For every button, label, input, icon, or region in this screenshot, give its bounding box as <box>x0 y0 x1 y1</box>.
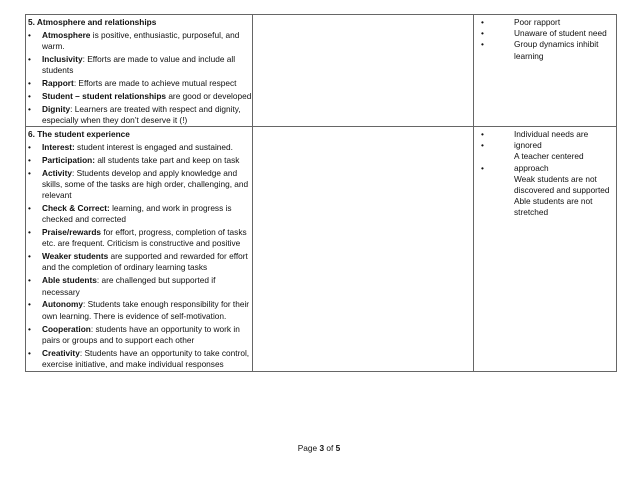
bullet-icon: • <box>28 203 31 214</box>
criteria-text: : Efforts are made to achieve mutual respect <box>73 78 237 89</box>
evidence-cell <box>252 15 474 126</box>
criteria-text: all students take part and keep on task <box>95 154 240 165</box>
criteria-text: : Learners are treated with respect and dignity, especially when they don’t deserve it (!) <box>42 103 241 126</box>
bullet-icon: • <box>28 78 31 89</box>
criteria-term: Weaker students <box>42 251 109 262</box>
criteria-table <box>25 14 617 372</box>
criteria-term: Rapport <box>42 78 74 89</box>
criteria-text: for effort, progress, completion of tasks etc. are frequent. Criticism is constructive and positive <box>42 227 247 249</box>
negatives-text <box>514 129 612 219</box>
criteria-text: : Students develop and apply knowledge and skills, some of the tasks are high order, challenging, and relevant <box>42 167 249 201</box>
criteria-item <box>26 324 252 346</box>
bullet-icon: • <box>28 323 31 334</box>
criteria-term: Check & Correct: <box>42 203 110 214</box>
bullet-icon: • <box>481 28 484 39</box>
criteria-term: Cooperation <box>42 323 91 334</box>
bullet-icon: • <box>28 167 31 178</box>
criteria-cell <box>26 15 252 126</box>
page-prefix: Page <box>297 443 320 453</box>
bullet-icon: • <box>28 30 31 40</box>
criteria-text: are supported and rewarded for effort and the completion of ordinary learning tasks <box>42 251 248 273</box>
negative-item: A teacher centered approach <box>514 151 584 173</box>
bullet-icon: • <box>481 129 484 139</box>
criteria-term: Participation: <box>42 154 96 165</box>
bullet-icon: • <box>28 299 31 310</box>
criteria-item <box>26 348 252 370</box>
criteria-item <box>26 227 252 249</box>
criteria-term: Dignity <box>42 103 71 114</box>
criteria-item <box>26 91 252 102</box>
criteria-list <box>26 142 252 370</box>
page-footer <box>0 443 638 453</box>
criteria-term: Praise/rewards <box>42 227 102 238</box>
section-heading: 6. The student experience <box>28 129 130 139</box>
bullet-icon: • <box>28 275 31 286</box>
bullet-icon: • <box>481 17 484 27</box>
criteria-text: : Students have an opportunity to take control, exercise initiative, and make individual responses <box>42 347 250 369</box>
row-atmosphere <box>25 14 617 126</box>
bullet-icon: • <box>28 103 31 114</box>
negative-item: Poor rapport <box>514 17 561 27</box>
bullet-icon: • <box>28 54 31 65</box>
criteria-text: : Students take enough responsibility for their own learning. There is evidence of self-motivation. <box>42 299 250 321</box>
criteria-item <box>26 203 252 225</box>
section-heading: 5. Atmosphere and relationships <box>28 17 157 27</box>
criteria-item <box>26 251 252 273</box>
criteria-term: Inclusivity <box>42 54 83 65</box>
criteria-term: Autonomy <box>42 299 84 310</box>
bullet-column <box>481 17 493 51</box>
negative-item: Individual needs are ignored <box>514 129 589 151</box>
bullet-icon: • <box>481 163 484 174</box>
criteria-cell <box>26 127 252 371</box>
criteria-item <box>26 155 252 166</box>
bullet-icon: • <box>28 142 31 152</box>
criteria-item <box>26 275 252 297</box>
criteria-term: Able students <box>42 275 97 286</box>
criteria-text: is positive, enthusiastic, purposeful, and warm. <box>42 30 240 52</box>
page-current: 3 <box>319 443 325 453</box>
bullet-column <box>481 129 493 175</box>
bullet-icon: • <box>28 91 31 102</box>
negative-item: Unaware of student need <box>514 28 607 39</box>
criteria-item <box>26 30 252 52</box>
negative-item: Group dynamics inhibit learning <box>514 39 599 61</box>
bullet-icon: • <box>481 140 484 151</box>
criteria-list <box>26 30 252 126</box>
bullet-icon: • <box>28 227 31 238</box>
row-student-experience <box>25 126 617 372</box>
evidence-cell <box>252 127 474 371</box>
negatives-cell <box>473 15 616 126</box>
criteria-item <box>26 168 252 202</box>
page-middle: of <box>324 443 336 453</box>
criteria-item <box>26 142 252 153</box>
bullet-icon: • <box>481 39 484 50</box>
criteria-item <box>26 299 252 321</box>
criteria-term: Atmosphere <box>42 30 91 40</box>
criteria-item <box>26 54 252 76</box>
criteria-text: : are challenged but supported if necessary <box>42 275 216 297</box>
bullet-icon: • <box>28 251 31 262</box>
criteria-text: : students have an opportunity to work in pairs or groups and to support each other <box>42 323 240 345</box>
negative-item: Weak students are not discovered and supported <box>514 173 610 196</box>
page-total: 5 <box>335 443 341 453</box>
criteria-term: Activity <box>42 167 72 178</box>
criteria-text: : Efforts are made to value and include all students <box>42 54 236 76</box>
criteria-term: Interest: <box>42 142 75 152</box>
negatives-text <box>514 17 612 62</box>
bullet-icon: • <box>28 154 31 165</box>
bullet-icon: • <box>28 347 31 358</box>
criteria-text: student interest is engaged and sustained. <box>74 142 233 152</box>
negative-item: Able students are not stretched <box>514 196 593 218</box>
criteria-term: Student – student relationships <box>42 91 167 102</box>
criteria-item <box>26 78 252 89</box>
criteria-term: Creativity <box>42 347 80 358</box>
negatives-cell <box>473 127 616 371</box>
criteria-text: learning, and work in progress is checked and corrected <box>42 203 232 225</box>
criteria-item <box>26 104 252 126</box>
criteria-text: are good or developed <box>166 91 252 102</box>
